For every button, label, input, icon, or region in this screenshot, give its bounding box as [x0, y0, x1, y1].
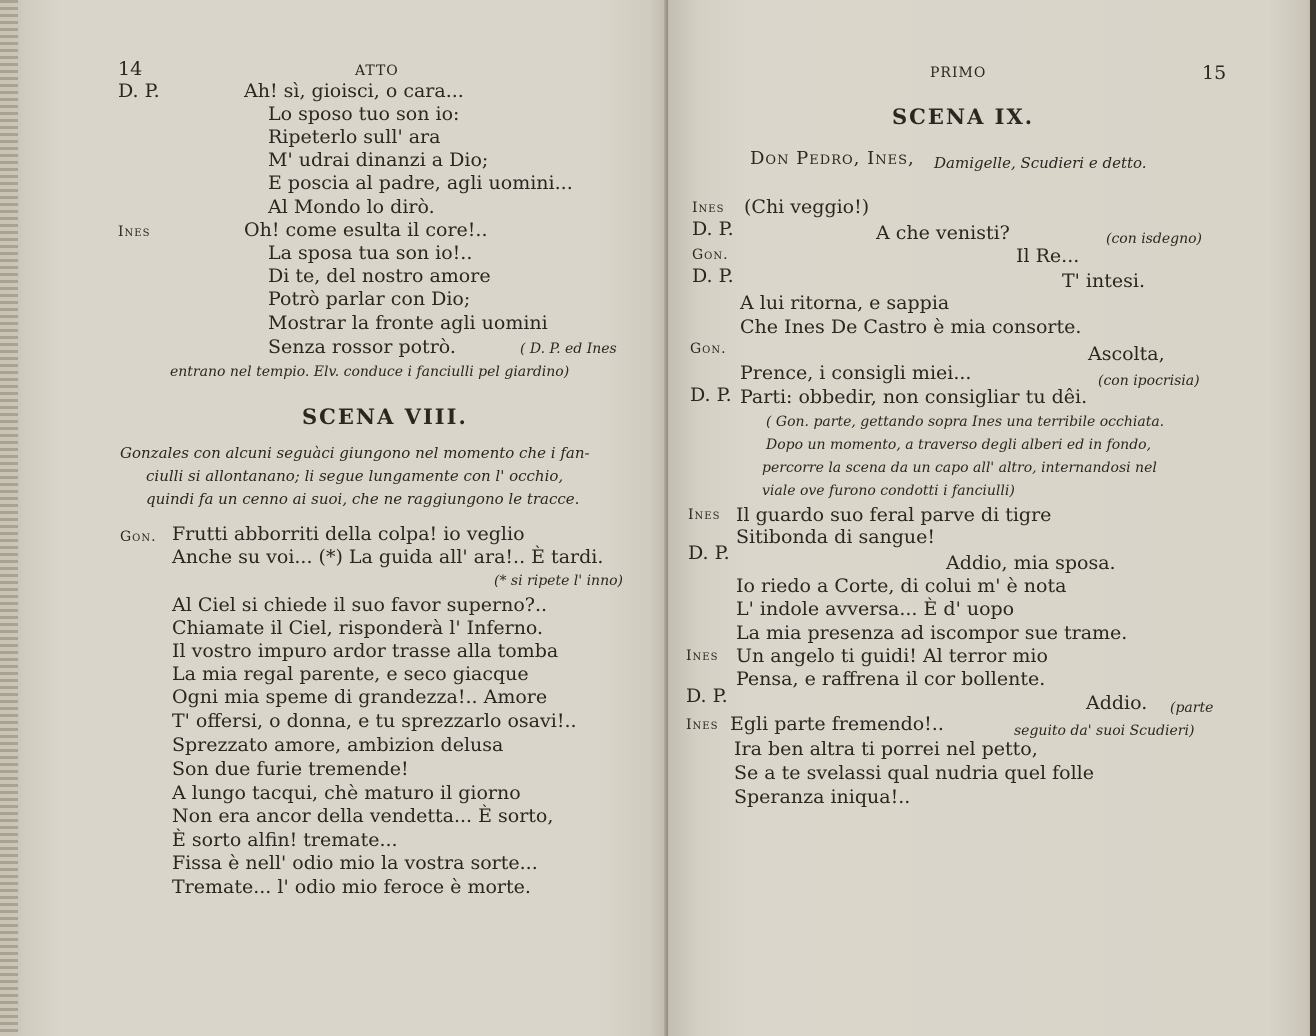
verse-line: Ogni mia speme di grandezza!.. Amore — [172, 686, 548, 708]
scene-title: SCENA IX. — [892, 104, 1035, 129]
verse-line: Oh! come esulta il core!.. — [244, 219, 488, 241]
speaker-label: Ines — [686, 717, 719, 733]
page-number: 14 — [118, 58, 143, 80]
verse-line: Anche su voi... (*) La guida all' ara!.. È tardi. — [172, 546, 604, 568]
verse-line: Ira ben altra ti porrei nel petto, — [734, 738, 1038, 760]
verse-line: Tremate... l' odio mio feroce è morte. — [172, 876, 531, 898]
verse-line: Mostrar la fronte agli uomini — [268, 312, 548, 334]
verse-line: Di te, del nostro amore — [268, 265, 491, 287]
verse-line: Sprezzato amore, ambizion delusa — [172, 734, 504, 756]
stage-direction: Dopo un momento, a traverso degli alberi ed in fondo, — [766, 437, 1152, 453]
verse-line: La mia regal parente, e seco giacque — [172, 663, 529, 685]
scene-intro: quindi fa un cenno ai suoi, che ne raggiungono le tracce. — [146, 490, 580, 508]
verse-line: Al Ciel si chiede il suo favor superno?.. — [172, 594, 548, 616]
running-head: PRIMO — [930, 65, 987, 81]
stage-direction: ( D. P. ed Ines — [520, 341, 617, 357]
cast-list: Don Pedro, Ines, — [750, 148, 915, 169]
cast-list: Damigelle, Scudieri e detto. — [934, 154, 1147, 172]
speaker-label: D. P. — [686, 685, 728, 707]
stage-direction: entrano nel tempio. Elv. conduce i fanciulli pel giardino) — [170, 364, 570, 380]
verse-line: È sorto alfin! tremate... — [172, 829, 398, 851]
verse-line: Il Re... — [1016, 245, 1080, 267]
verse-line: Lo sposo tuo son io: — [268, 103, 460, 125]
speaker-label: Gon. — [120, 529, 157, 545]
speaker-label: Ines — [692, 200, 725, 216]
verse-line: Che Ines De Castro è mia consorte. — [740, 316, 1082, 338]
stage-direction: ( Gon. parte, gettando sopra Ines una terribile occhiata. — [766, 414, 1165, 430]
verse-line: Un angelo ti guidi! Al terror mio — [736, 645, 1048, 667]
verse-line: Parti: obbedir, non consigliar tu dêi. — [740, 386, 1088, 408]
verse-line: Prence, i consigli miei... — [740, 362, 972, 384]
stage-direction: viale ove furono condotti i fanciulli) — [762, 483, 1015, 499]
speaker-label: Ines — [118, 224, 151, 240]
verse-line: T' intesi. — [1062, 270, 1145, 292]
verse-line: Egli parte fremendo!.. — [730, 713, 944, 735]
verse-line: Ah! sì, gioisci, o cara... — [244, 80, 464, 102]
right-page — [668, 0, 1316, 1036]
speaker-label: D. P. — [118, 80, 160, 102]
verse-line: Fissa è nell' odio mio la vostra sorte... — [172, 852, 538, 874]
speaker-label: D. P. — [692, 265, 734, 287]
scene-title: SCENA VIII. — [302, 404, 468, 429]
verse-line: Chiamate il Ciel, risponderà l' Inferno. — [172, 617, 544, 639]
verse-line: A lungo tacqui, chè maturo il giorno — [172, 782, 521, 804]
verse-line: Pensa, e raffrena il cor bollente. — [736, 668, 1046, 690]
verse-line: E poscia al padre, agli uomini... — [268, 172, 573, 194]
page-number: 15 — [1202, 62, 1227, 84]
stage-direction: (parte — [1170, 700, 1214, 716]
verse-line: T' offersi, o donna, e tu sprezzarlo osavi!.. — [172, 710, 577, 732]
verse-line: Frutti abborriti della colpa! io veglio — [172, 523, 525, 545]
verse-line: L' indole avversa... È d' uopo — [736, 598, 1015, 620]
page-edges — [0, 0, 18, 1036]
speaker-label: Gon. — [692, 247, 729, 263]
verse-line: (Chi veggio!) — [744, 196, 870, 218]
verse-line: A che venisti? — [876, 222, 1010, 244]
verse-line: Non era ancor della vendetta... È sorto, — [172, 805, 554, 827]
speaker-label: D. P. — [690, 384, 732, 406]
verse-line: A lui ritorna, e sappia — [740, 292, 950, 314]
footnote: (* si ripete l' inno) — [494, 573, 623, 589]
verse-line: Addio, mia sposa. — [946, 552, 1116, 574]
scene-intro: ciulli si allontanano; li segue lungamente con l' occhio, — [146, 467, 564, 485]
speaker-label: Ines — [686, 648, 719, 664]
verse-line: La mia presenza ad iscompor sue trame. — [736, 622, 1128, 644]
stage-direction: (con isdegno) — [1106, 231, 1202, 247]
speaker-label: Gon. — [690, 341, 727, 357]
verse-line: Se a te svelassi qual nudria quel folle — [734, 762, 1094, 784]
verse-line: Sitibonda di sangue! — [736, 526, 936, 548]
stage-direction: percorre la scena da un capo all' altro, internandosi nel — [762, 460, 1157, 476]
verse-line: Il guardo suo feral parve di tigre — [736, 504, 1052, 526]
page-edge — [1310, 0, 1316, 1036]
verse-line: Il vostro impuro ardor trasse alla tomba — [172, 640, 559, 662]
stage-direction: (con ipocrisia) — [1098, 373, 1200, 389]
verse-line: Al Mondo lo dirò. — [268, 196, 435, 218]
verse-line: Io riedo a Corte, di colui m' è nota — [736, 575, 1067, 597]
speaker-label: D. P. — [688, 542, 730, 564]
scene-intro: Gonzales con alcuni seguàci giungono nel momento che i fan- — [120, 444, 590, 462]
verse-line: La sposa tua son io!.. — [268, 242, 473, 264]
verse-line: Addio. — [1086, 692, 1148, 714]
running-head: ATTO — [355, 63, 399, 79]
verse-line: Ripeterlo sull' ara — [268, 126, 441, 148]
verse-line: Ascolta, — [1088, 343, 1165, 365]
verse-line: Son due furie tremende! — [172, 758, 409, 780]
verse-line: M' udrai dinanzi a Dio; — [268, 149, 489, 171]
verse-line: Speranza iniqua!.. — [734, 786, 911, 808]
speaker-label: D. P. — [692, 218, 734, 240]
stage-direction: seguito da' suoi Scudieri) — [1014, 723, 1195, 739]
speaker-label: Ines — [688, 507, 721, 523]
verse-line: Potrò parlar con Dio; — [268, 288, 471, 310]
verse-line: Senza rossor potrò. — [268, 336, 456, 358]
